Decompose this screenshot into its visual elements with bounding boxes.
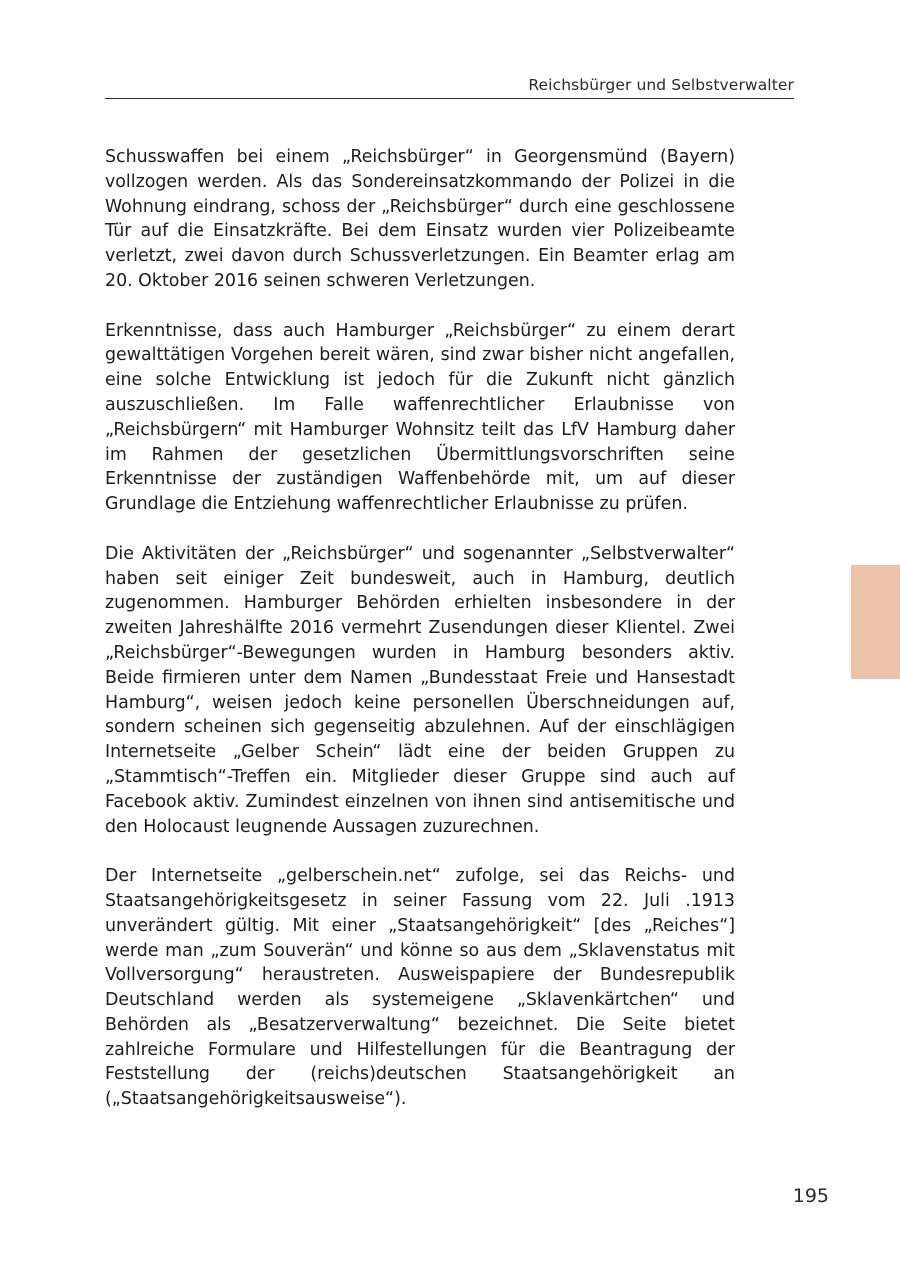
body-text (105, 145, 735, 1137)
header-divider (105, 98, 794, 99)
paragraph-4: Der Internetseite „gelberschein.net“ zufolge, sei das Reichs- und Staatsangehörigkeitsgesetz in seiner Fassung vom 22. Juli .1913 unverändert gültig. Mit einer „Staatsangehörigkeit“ [des „Reiches“] werde man „zum Souverän“ und könne so aus dem „Sklavenstatus mit Vollversorgung“ heraustreten. Ausweispapiere der Bundesrepublik Deutschland werden als systemeigene „Sklavenkärtchen“ und Behörden als „Besatzerverwaltung“ bezeichnet. Die Seite bietet zahlreiche Formulare und Hilfestellungen für die Beantragung der Feststellung der (reichs)deutschen Staatsangehörigkeit an („Staatsangehörigkeitsausweise“). (105, 866, 735, 1110)
paragraph-2: Erkenntnisse, dass auch Hamburger „Reichsbürger“ zu einem derart gewalttätigen Vorgehen bereit wären, sind zwar bisher nicht angefallen, eine solche Entwicklung ist jedoch für die Zukunft nicht gänzlich auszuschließen. Im Falle waffenrechtlicher Erlaubnisse von „Reichsbürgern“ mit Hamburger Wohnsitz teilt das LfV Hamburg daher im Rahmen der gesetzlichen Übermittlungsvorschriften seine Erkenntnisse der zuständigen Waffenbehörde mit, um auf dieser Grundlage die Entziehung waffenrechtlicher Erlaubnisse zu prüfen. (105, 320, 735, 515)
section-tab-marker (851, 565, 900, 679)
paragraph-1: Schusswaffen bei einem „Reichsbürger“ in Georgensmünd (Bayern) vollzogen werden. Als das Sondereinsatzkommando der Polizei in die Wohnung eindrang, schoss der „Reichsbürger“ durch eine geschlossene Tür auf die Einsatzkräfte. Bei dem Einsatz wurden vier Polizeibeamte verletzt, zwei davon durch Schussverletzungen. Ein Beamter erlag am 20. Oktober 2016 seinen schweren Verletzungen. (105, 147, 735, 291)
paragraph-3: Die Aktivitäten der „Reichsbürger“ und sogenannter „Selbstverwalter“ haben seit einiger Zeit bundesweit, auch in Hamburg, deutlich zugenommen. Hamburger Behörden erhielten insbesondere in der zweiten Jahreshälfte 2016 vermehrt Zusendungen dieser Klientel. Zwei „Reichsbürger“-Bewegungen wurden in Hamburg besonders aktiv. Beide firmieren unter dem Namen „Bundesstaat Freie und Hansestadt Hamburg“, weisen jedoch keine personellen Überschneidungen auf, sondern scheinen sich gegenseitig abzulehnen. Auf der einschlägigen Internetseite „Gelber Schein“ lädt eine der beiden Gruppen zu „Stammtisch“-Treffen ein. Mitglieder dieser Gruppe sind auch auf Facebook aktiv. Zumindest einzelnen von ihnen sind antisemitische und den Holocaust leugnende Aussagen zuzurechnen. (105, 543, 735, 837)
page-number: 195 (792, 1185, 829, 1207)
running-header-title: Reichsbürger und Selbstverwalter (528, 76, 794, 94)
